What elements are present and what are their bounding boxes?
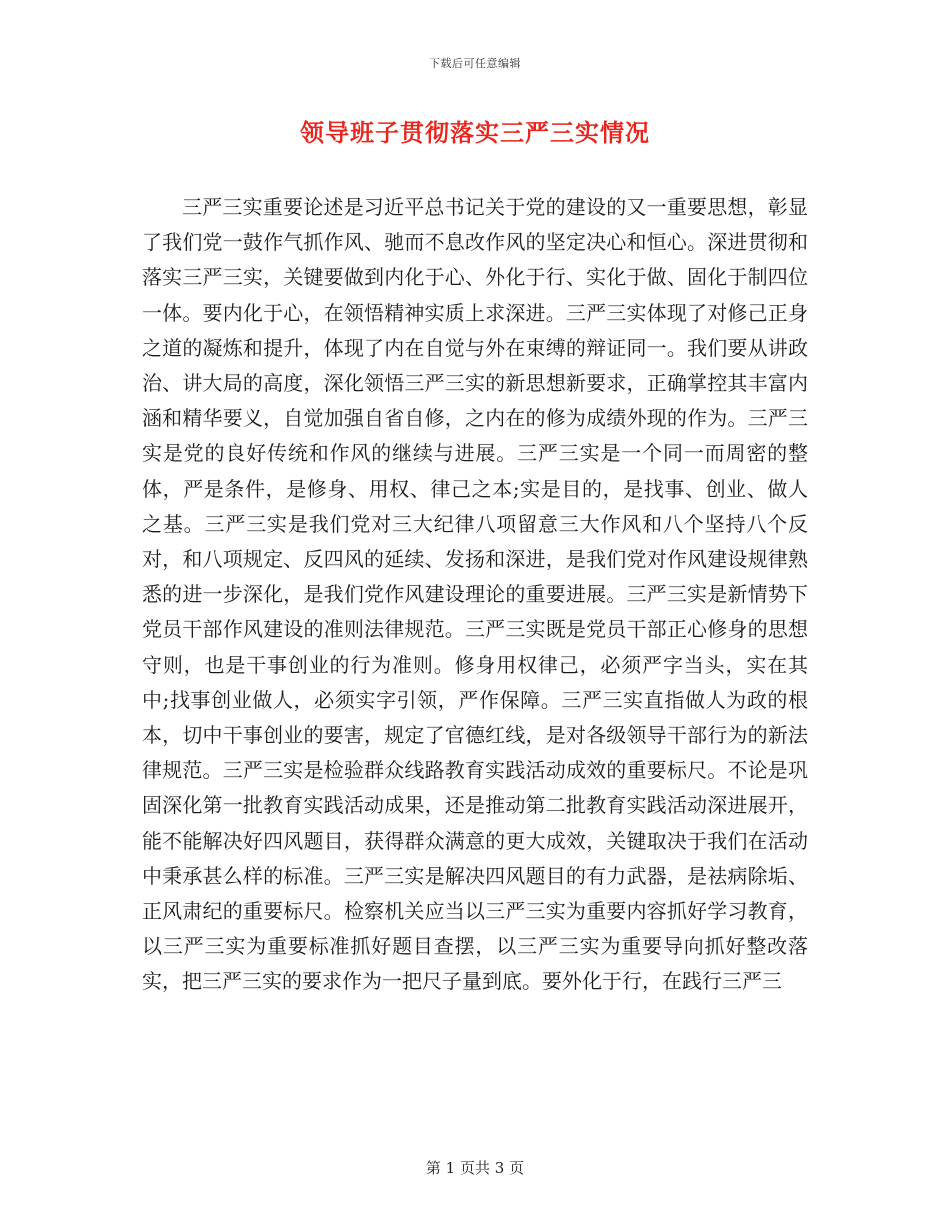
body-paragraph: 三严三实重要论述是习近平总书记关于党的建设的又一重要思想，彰显了我们党一鼓作气抓作风、驰而不息改作风的坚定决心和恒心。深进贯彻和落实三严三实，关键要做到内化于心、外化于行、实化于做、固化于制四位一体。要内化于心，在领悟精神实质上求深进。三严三实体现了对修己正身之道的凝炼和提升，体现了内在自觉与外在束缚的辩证同一。我们要从讲政治、讲大局的高度，深化领悟三严三实的新思想新要求，正确掌控其丰富内涵和精华要义，自觉加强自省自修，之内在的修为成绩外现的作为。三严三实是党的良好传统和作风的继续与进展。三严三实是一个同一而周密的整体，严是条件，是修身、用权、律己之本;实是目的，是找事、创业、做人之基。三严三实是我们党对三大纪律八项留意三大作风和八个坚持八个反对，和八项规定、反四风的延续、发扬和深进，是我们党对作风建设规律熟悉的进一步深化，是我们党作风建设理论的重要进展。三严三实是新情势下党员干部作风建设的准则法律规范。三严三实既是党员干部正心修身的思想守则，也是干事创业的行为准则。修身用权律己，必须严字当头，实在其中;找事创业做人，必须实字引领，严作保障。三严三实直指做人为政的根本，切中干事创业的要害，规定了官德红线，是对各级领导干部行为的新法律规范。三严三实是检验群众线路教育实践活动成效的重要标尺。不论是巩固深化第一批教育实践活动成果，还是推动第二批教育实践活动深进展开，能不能解决好四风题目，获得群众满意的更大成效，关键取决于我们在活动中秉承甚么样的标准。三严三实是解决四风题目的有力武器，是祛病除垢、正风肃纪的重要标尺。检察机关应当以三严三实为重要内容抓好学习教育，以三严三实为重要标准抓好题目查摆，以三严三实为重要导向抓好整改落实，把三严三实的要求作为一把尺子量到底。要外化于行，在践行三严三	[142, 195, 808, 994]
page-number-footer: 第 1 页共 3 页	[425, 1159, 525, 1177]
header-note: 下载后可任意编辑	[429, 57, 521, 70]
document-title: 领导班子贯彻落实三严三实情况	[300, 118, 650, 147]
